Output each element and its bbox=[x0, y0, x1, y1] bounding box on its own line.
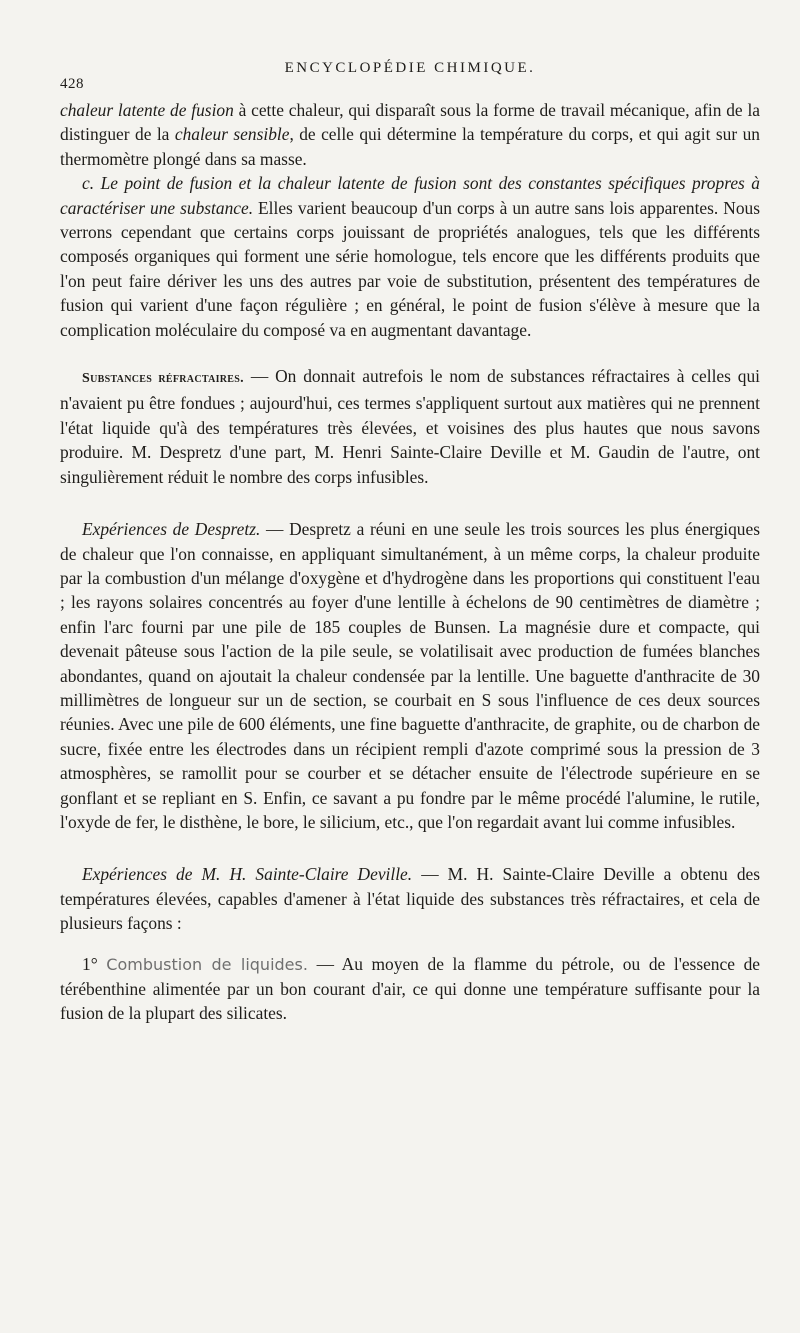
subheading-combustion: Combustion de liquides. bbox=[106, 954, 308, 974]
running-header: ENCYCLOPÉDIE CHIMIQUE. bbox=[284, 60, 536, 76]
paragraph-text: , de celle qui détermine la température du corps, et qui agit sur un thermomètre plongé dans sa masse. bbox=[60, 124, 760, 169]
paragraph-text: à cette chaleur, qui disparaît sous la forme de travail mécanique, afin de la distinguer de la bbox=[60, 100, 760, 145]
paragraph-combustion-liquids bbox=[60, 952, 760, 1026]
section-heading-deville: Expériences de M. H. Sainte-Claire Deville. bbox=[82, 864, 413, 885]
list-number: 1° bbox=[82, 953, 107, 974]
italic-statement: c. Le point de fusion et la chaleur latente de fusion sont des constantes spécifiques propres à caractériser une substance. bbox=[60, 173, 760, 218]
paragraph-refractory-substances bbox=[60, 364, 760, 489]
body-text bbox=[60, 98, 760, 1026]
paragraph-constants bbox=[60, 171, 760, 342]
section-heading-despretz: Expériences de Despretz. bbox=[82, 519, 261, 540]
paragraph-text: — Au moyen de la flamme du pétrole, ou de l'essence de térébenthine alimentée par un bon courant d'air, ce qui donne une température suffisante pour la fusion de la plupart des silicates. bbox=[60, 953, 760, 1024]
page-number: 428 bbox=[60, 76, 84, 92]
paragraph-text: — Despretz a réuni en une seule les trois sources les plus énergiques de chaleur que l'on connaisse, en appliquant simultanément, à un même corps, la chaleur produite par la combustion d'un mélange d'oxygène et d'hydrogène dans les proportions qui constituent l'eau ; les rayons solaires concentrés au foyer d'une lentille à échelons de 90 centimètres de diamètre ; enfin l'arc fourni par une pile de 185 couples de Bunsen. La magnésie dure et compacte, qui devenait pâteuse sous l'action de la pile seule, se volatilisait avec production de fumées blanches abondantes, quand on ajoutait la chaleur condensée par la lentille. Une baguette d'anthracite de 30 millimètres de longueur sur un de section, se courbait en S sous l'influence de ces deux sources réunies. Avec une pile de 600 éléments, une fine baguette d'anthracite, de graphite, ou de charbon de sucre, fixée entre les électrodes dans un récipient rempli d'azote comprimé sous la pression de 3 atmosphères, se ramollit pour se courber et se détacher ensuite de l'électrode supérieure en se gonflant et se repliant en S. Enfin, ce savant a pu fondre par le même procédé l'alumine, le rutile, l'oxyde de fer, le disthène, le bore, le silicium, etc., que l'on regardait avant lui comme infusibles. bbox=[60, 519, 760, 832]
section-heading-refractory: Substances réfractaires. bbox=[82, 371, 244, 387]
term-chaleur-latente: chaleur latente de fusion bbox=[60, 100, 234, 120]
term-chaleur-sensible: chaleur sensible bbox=[174, 124, 290, 145]
paragraph-deville-experiments bbox=[60, 862, 760, 935]
paragraph-text: — M. H. Sainte-Claire Deville a obtenu des températures élevées, capables d'amener à l'état liquide des substances très réfractaires, et cela de plusieurs façons : bbox=[60, 864, 761, 934]
paragraph-despretz-experiments bbox=[60, 517, 760, 834]
paragraph-latent-heat bbox=[60, 98, 760, 171]
paragraph-text: Elles varient beaucoup d'un corps à un autre sans lois apparentes. Nous verrons cependant que certains corps jouissant de propriétés analogues, tels que les différents composés organiques qui forment une série homologue, tels encore que les différents produits que l'on peut faire dériver les uns des autres par voie de substitution, présentent des températures de fusion qui varient d'une façon régulière ; en général, le point de fusion s'élève à mesure que la complication moléculaire du composé va en augmentant davantage. bbox=[60, 197, 760, 340]
paragraph-text: — On donnait autrefois le nom de substances réfractaires à celles qui n'avaient pu être fondues ; aujourd'hui, ces termes s'appliquent surtout aux matières qui ne prennent l'état liquide qu'à des températures très élevées, et voisines des plus hautes que nous savons produire. M. Despretz d'une part, M. Henri Sainte-Claire Deville et M. Gaudin de l'autre, ont singulièrement réduit le nombre des corps infusibles. bbox=[60, 366, 760, 487]
